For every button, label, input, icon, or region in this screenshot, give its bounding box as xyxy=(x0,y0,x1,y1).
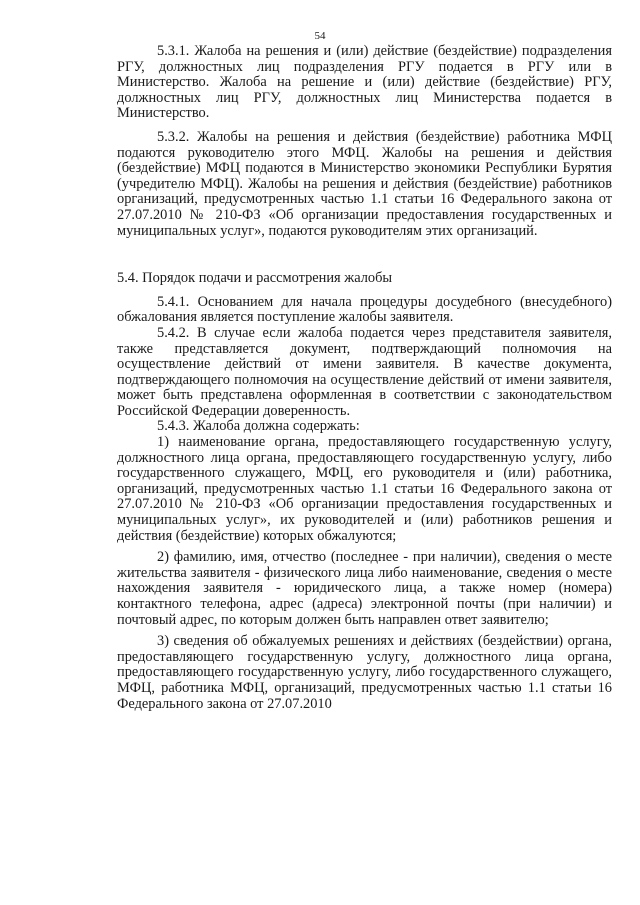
document-body xyxy=(117,44,612,712)
paragraph-5-4-2: 5.4.2. В случае если жалоба подается через представителя заявителя, также представляется документ, подтверждающий полномочия на осуществление действий от имени заявителя. В качестве документа, подтверждающего полномочия на осуществление действий от имени заявителя, может быть представлена оформленная в соответствии с законодательством Российской Федерации доверенность. xyxy=(117,324,612,419)
paragraph-5-4-3: 5.4.3. Жалоба должна содержать: xyxy=(157,418,360,435)
section-heading-5-4: 5.4. Порядок подачи и рассмотрения жалобы xyxy=(117,270,393,287)
paragraph-5-4-1: 5.4.1. Основанием для начала процедуры досудебного (внесудебного) обжалования является поступление жалобы заявителя. xyxy=(117,293,612,326)
paragraph-5-3-1: 5.3.1. Жалоба на решения и (или) действие (бездействие) подразделения РГУ, должностных лиц подразделения РГУ подается в РГУ или в Министерство. Жалоба на решение и (или) действие (бездействие) РГУ, должностных лиц РГУ, должностных лиц Министерства подается в Министерство. xyxy=(117,43,612,122)
list-item-1: 1) наименование органа, предоставляющего государственную услугу, должностного лица органа, предоставляющего государственную услугу, либо государственного служащего, МФЦ, его руководителя и (или) работника, организаций, предусмотренных частью 1.1 статьи 16 Федерального закона от 27.07.2010 № 210-ФЗ «Об организации предоставления государственных и муниципальных услуг», их руководителей и (или) работников решения и действия (бездействие) которых обжалуются; xyxy=(117,434,612,544)
paragraph-5-3-2: 5.3.2. Жалобы на решения и действия (бездействие) работника МФЦ подаются руководителю этого МФЦ. Жалобы на решения и действия (бездействие) МФЦ подаются в Министерство экономики Республики Бурятия (учредителю МФЦ). Жалобы на решения и действия (бездействие) работников организаций, предусмотренных частью 1.1 статьи 16 Федерального закона от 27.07.2010 № 210-ФЗ «Об организации предоставления государственных и муниципальных услуг», подаются руководителям этих организаций. xyxy=(117,128,612,239)
list-item-3: 3) сведения об обжалуемых решениях и действиях (бездействии) органа, предоставляющего государственную услугу, должностного лица органа, предоставляющего государственную услугу, либо государственного служащего, МФЦ, работника МФЦ, организаций, предусмотренных частью 1.1 статьи 16 Федерального закона от 27.07.2010 xyxy=(117,633,612,712)
list-item-2: 2) фамилию, имя, отчество (последнее - при наличии), сведения о месте жительства заявителя - физического лица либо наименование, сведения о месте нахождения заявителя - юридического лица, а также номер (номера) контактного телефона, адрес (адреса) электронной почты (при наличии) и почтовый адрес, по которым должен быть направлен ответ заявителю; xyxy=(117,549,612,628)
page-number: 54 xyxy=(314,30,326,42)
